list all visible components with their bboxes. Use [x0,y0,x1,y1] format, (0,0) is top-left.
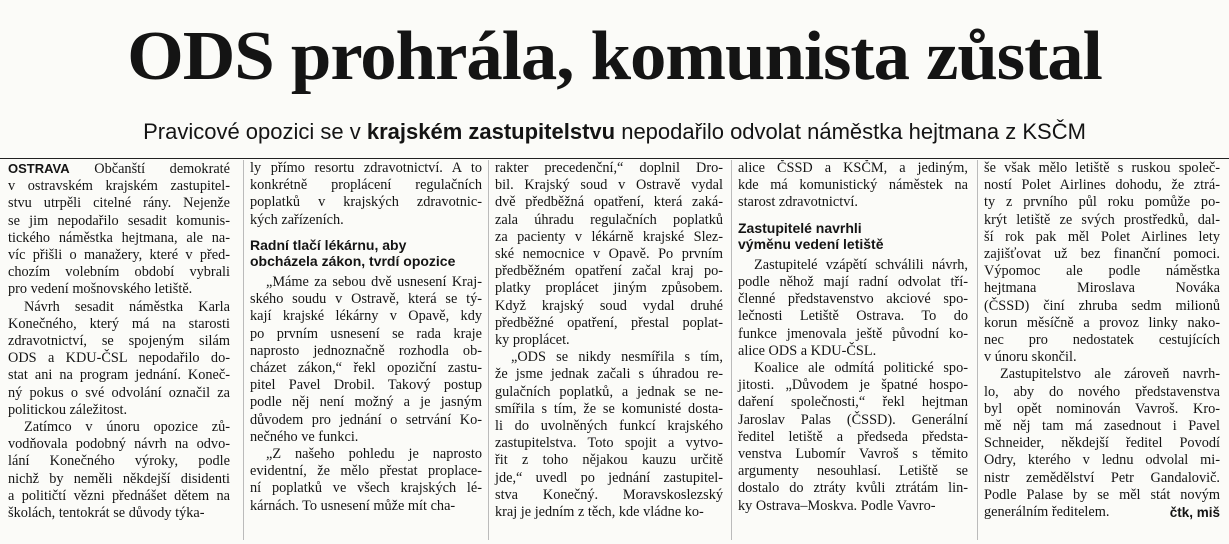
text-line: Zastupitelé navrhli [738,219,862,236]
text-line: daření společnosti,“ řekl hejtman [738,394,968,411]
text-line: a političtí vězni přednášet dětem na [8,487,230,504]
text-line: nec pro nedostatek cestujících [984,332,1220,349]
text-line: „ODS se nikdy nesmířila s tím, [511,349,723,366]
text-line: še však mělo letiště s ruskou společ- [984,160,1220,176]
text-line: řit z toho nějakou kauzu určitě [495,452,723,469]
paragraph [8,299,230,419]
text-line: po prvním usnesení se rada kraje [250,325,482,342]
paragraph [738,257,968,360]
text-line: členné představenstvo akciové spo- [738,291,968,308]
text-line: zajišťovat už bez finanční pomoci. [984,246,1220,263]
text-line: smířila s tím, že se komunisté dosta- [495,400,723,417]
text-line: Koalice ale odmítá politické spo- [754,360,968,377]
section-heading [738,220,968,253]
text-line: kraj je jedním z těch, kde vládne ko- [495,504,704,521]
text-line: „Z našeho pohledu je naprosto [266,446,482,463]
text-line: zdravotnictví, se spojeným silám [8,333,230,350]
text-line: naprosto jednoznačně rozhodla ob- [250,342,482,359]
text-line: Výpomoc ale podle náměstka [984,263,1220,280]
text-line: ly přímo resortu zdravotnictví. A to [250,160,482,176]
text-line: že jsme jednak začali s úhradou re- [495,366,723,383]
text-line: Návrh sesadit náměstka Karla [24,298,230,315]
header-rule [0,158,1229,159]
text-line: pro vedení mošnovského letiště. [8,281,193,298]
text-line: funkce jmenovala ještě původní ko- [738,325,968,342]
text-line: Zatímco v únoru opozice zů- [24,419,230,436]
text-line: školách, tentokrát se důvody týka- [8,505,205,522]
text-line: krýt letiště ze svých prostředků, dal- [984,211,1220,228]
text-line: výměnu vedení letiště [738,236,884,253]
text-line: Zastupitelé vzápětí schválili návrh, [754,256,968,273]
paragraph [984,366,1220,521]
paragraph [250,446,482,515]
subheadline-part2: nepodařilo odvolat náměstka hejtmana z KSČM [615,119,1086,144]
text-line [8,160,230,178]
text-line: dvě předběžná opatření, která zaká- [495,194,723,211]
text-line: platky proplácet jiným způsobem. [495,280,723,297]
text-line: stat ani na program jednání. Koneč- [8,367,230,384]
text-line: Schneider, někdejší ředitel Povodí [984,435,1220,452]
text-line: bil. Krajský soud v Ostravě vydal [495,177,723,194]
text-line: předběžném opatření začal kraj po- [495,263,723,280]
text-line: li do uvolněných funkcí krajského [495,418,723,435]
text-line: korun měsíčně a provoz linky nako- [984,314,1220,331]
text-line: jitosti. „Důvodem je špatné hospo- [738,377,968,394]
text-line: Odry, kterého v lednu odvolal mi- [984,452,1220,469]
text-line: ského soudu v Ostravě, která se tý- [250,291,482,308]
text-line: za pacienty v lékárně krajské Slez- [495,228,723,245]
text-line: ností Polet Airlines dohodu, že ztrá- [984,177,1220,194]
author-signature: čtk, miš [1169,505,1220,521]
text-line: ší rok pak měl Polet Airlines lety [984,228,1220,245]
text-line: zastupitelstva. Toto spojit a vytvo- [495,435,723,452]
paragraph [984,160,1220,366]
text-line: politickou záležitost. [8,401,128,418]
paragraph [8,419,230,522]
text-line: nečného ve funkci. [250,428,359,445]
text-line: byl opět nominován Vavroš. Kro- [984,400,1220,417]
text-line: lečnosti Letiště Ostrava. To do [738,308,968,325]
text-line: obcházela zákon, tvrdí opozice [250,253,456,270]
text-line: kají krajské lékárny v Opavě, kdy [250,308,482,325]
text-line: rakter precedenční,“ doplnil Dro- [495,160,723,176]
paragraph [495,160,723,349]
text-line: venstva Lubomír Vavroš s těmito [738,446,968,463]
text-line: mě něj tam má zasednout i Pavel [984,418,1220,435]
text-line: ky Ostrava–Moskva. Podle Vavro- [738,497,936,514]
text-line: nichž by neměli někdejší disidenti [8,470,230,487]
text-line: Jaroslav Palas (ČSSD). Generální [738,411,968,428]
dateline: OSTRAVA [8,161,70,176]
article-column-4 [731,160,968,540]
text-line: alice ČSSD a KSČM, a jediným, [738,160,968,176]
text-line: alice ODS a KDU-ČSL. [738,342,877,359]
text-line: v únoru skončil. [984,349,1077,366]
text-line: ky proplácet. [495,332,570,349]
text-line: důvodem pro jednání o setrvání Ko- [250,411,482,428]
text-line: stva Konečný. Moravskoslezský [495,486,723,503]
article-column-5 [977,160,1220,540]
headline: ODS prohrála, komunista zůstal [127,18,1102,95]
text-line: lo, aby do nového představenstva [984,383,1220,400]
paragraph [8,160,230,299]
text-line: generálním ředitelem. [984,504,1110,521]
paragraph [738,360,968,515]
text-line: argumenty nesouhlasí. Letiště se [738,463,968,480]
text-line: chozím volebním období vybrali [8,264,230,281]
text-line: jde,“ uvedl po jednání zastupitel- [495,469,723,486]
text-line: Radní tlačí lékárnu, aby [250,236,407,253]
text-line: starost zdravotnictví. [738,194,858,211]
section-heading [250,237,482,270]
text-line: ty z prvního půl roku pomůže po- [984,194,1220,211]
text-line: lání Konečného výroky, podle [8,453,230,470]
text-line: tického náměstka hejtmana, ale na- [8,229,230,246]
paragraph [250,160,482,229]
paragraph [250,274,482,446]
text-line: ní poplatků ve všech krajských lé- [250,480,482,497]
text-line: pitel Pavel Drobil. Takový postup [250,377,482,394]
text-line: kde má komunistický náměstek na [738,177,968,194]
subheadline [0,118,1229,146]
text-line: zala úhradu regulačních poplatků [495,211,723,228]
subheadline-bold: krajském zastupitelstvu [366,119,616,144]
text-line: evidentní, že mělo přestat proplace- [250,463,482,480]
text-line: v ostravském krajském zastupitel- [8,178,230,195]
text-line: ný pokus o své odvolání označil za [8,384,230,401]
text-line: cházet zákon,“ řekl opoziční zastu- [250,360,482,377]
paragraph [495,349,723,521]
text-line: vodňovala podobný návrh na odvo- [8,436,230,453]
text-line: Když krajský soud vydal druhé [495,297,723,314]
text-line-content: Občanští demokraté [94,161,230,177]
text-line: nistr zemědělství Petr Gandalovič. [984,469,1220,486]
text-line: kých zařízeních. [250,211,344,228]
text-line: (ČSSD) činí zhruba sedm milionů [984,297,1220,314]
text-line: podle něhož mají radní odvolat tří- [738,274,968,290]
text-line: „Máme za sebou dvě usnesení Kraj- [266,274,482,290]
article-column-2 [243,160,482,540]
text-line: ské nemocnice v Opavě. Po prvním [495,246,723,263]
text-line: se jim nepodařilo sesadit komunis- [8,212,230,229]
article-column-1 [8,160,230,540]
text-line: Zastupitelstvo ale zároveň navrh- [1000,366,1220,383]
text-line: poplatků v krajských zdravotnic- [250,194,482,211]
text-line: předběžné opatření, přestal poplat- [495,314,723,331]
subheadline-part1: Pravicové opozici se v [143,119,367,144]
text-line: dostalo do ztráty kvůli ztrátám lin- [738,480,968,497]
text-line: podle něj není možný a je jasným [250,394,482,411]
text-line: hejtmana Miroslava Nováka [984,280,1220,297]
text-line: ODS a KDU-ČSL nepodařilo do- [8,350,230,367]
text-line: konkrétně proplácení regulačních [250,177,482,194]
text-line: Konečného, který má na starosti [8,315,230,332]
paragraph [738,160,968,212]
text-line: Podle Palase by se měl stát novým [984,486,1220,503]
text-line: víc přišli o manažery, které v před- [8,247,230,264]
text-line: kárnách. To usnesení může mít cha- [250,497,456,514]
text-line: gulačních poplatků, a jednak se ne- [495,383,723,400]
text-line: ředitel letiště a předseda předsta- [738,428,968,445]
article-column-3 [488,160,723,540]
text-line: stvu utrpěli citelné rány. Nejenže [8,195,230,212]
